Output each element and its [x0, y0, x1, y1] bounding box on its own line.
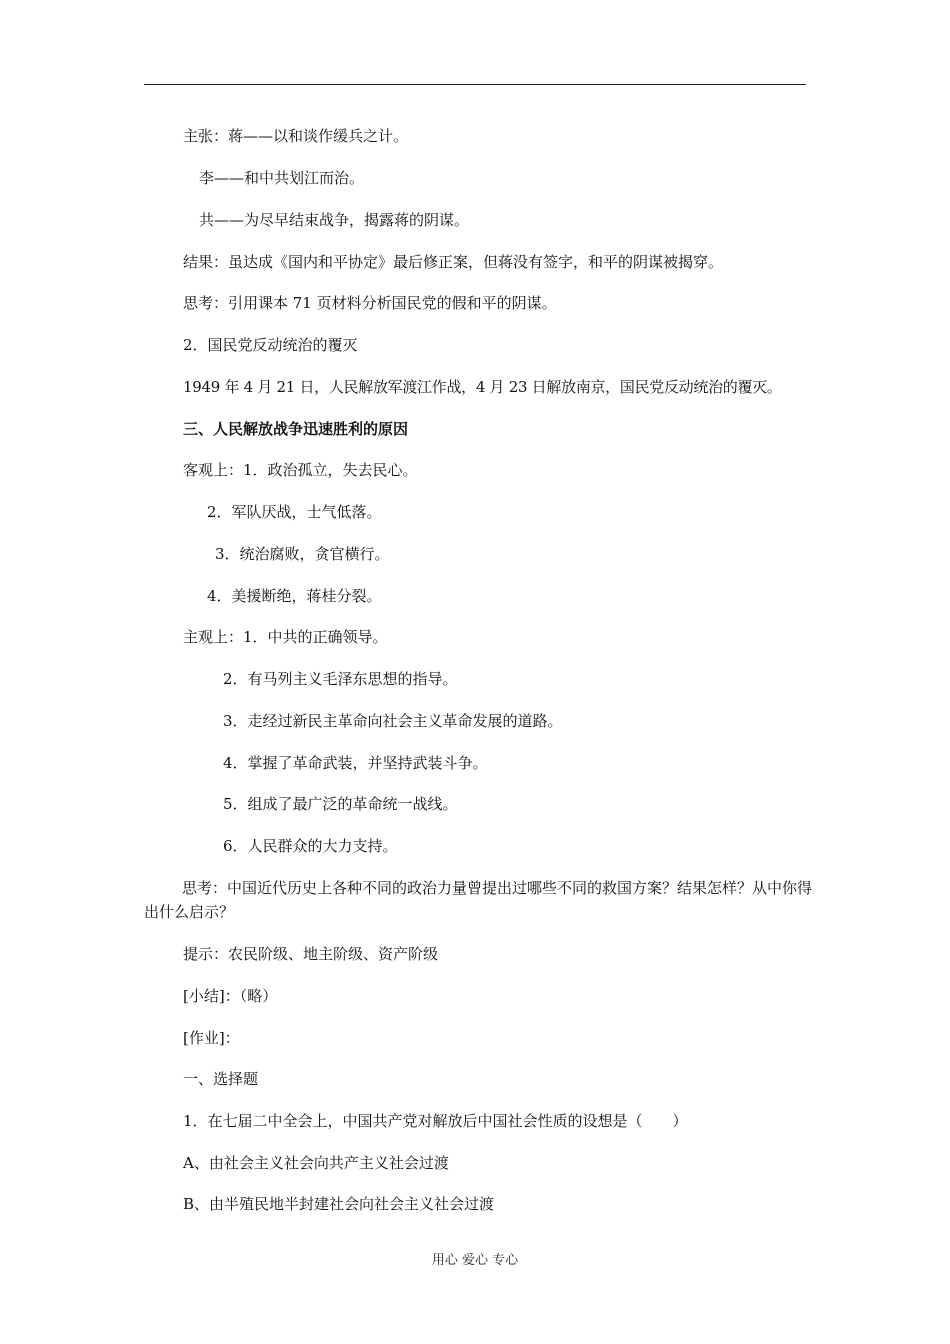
text-line: 1949 年 4 月 21 日，人民解放军渡江作战，4 月 23 日解放南京，国民党反动统治的覆灭。	[183, 378, 782, 396]
think-paragraph: 思考：中国近代历史上各种不同的政治力量曾提出过哪些不同的救国方案？结果怎样？从中你得出什么启示？	[144, 879, 813, 921]
text-line: 李——和中共划江而治。	[199, 169, 365, 187]
list-item: 2．有马列主义毛泽东思想的指导。	[223, 670, 458, 688]
list-item: 3．统治腐败，贪官横行。	[215, 545, 390, 563]
question: 1．在七届二中全会上，中国共产党对解放后中国社会性质的设想是（ ）	[183, 1112, 688, 1130]
list-item: 客观上：1．政治孤立，失去民心。	[183, 461, 418, 479]
list-item: 3．走经过新民主革命向社会主义革命发展的道路。	[223, 712, 563, 730]
list-item: 6．人民群众的大力支持。	[223, 837, 398, 855]
think-line: 思考：引用课本 71 页材料分析国民党的假和平的阴谋。	[183, 294, 557, 312]
header-rule	[144, 84, 806, 85]
subheading: 2．国民党反动统治的覆灭	[183, 336, 358, 354]
list-item: 主观上：1．中共的正确领导。	[183, 628, 388, 646]
section-heading: 三、人民解放战争迅速胜利的原因	[183, 420, 409, 438]
text-line: 结果：虽达成《国内和平协定》最后修正案，但蒋没有签字，和平的阴谋被揭穿。	[183, 253, 724, 271]
option-a: A、由社会主义社会向共产主义社会过渡	[183, 1154, 449, 1172]
text-line: 共——为尽早结束战争，揭露蒋的阴谋。	[199, 211, 470, 229]
exercise-heading: 一、选择题	[183, 1070, 259, 1088]
homework-label: [作业]：	[183, 1029, 240, 1047]
list-item: 4．掌握了革命武装，并坚持武装斗争。	[223, 754, 488, 772]
text-line: 提示：农民阶级、地主阶级、资产阶级	[183, 945, 439, 963]
text-line: 主张：蒋——以和谈作缓兵之计。	[183, 127, 409, 145]
page-footer: 用心 爱心 专心	[431, 1253, 519, 1268]
list-item: 2．军队厌战，士气低落。	[207, 503, 382, 521]
list-item: 5．组成了最广泛的革命统一战线。	[223, 795, 458, 813]
option-b: B、由半殖民地半封建社会向社会主义社会过渡	[183, 1195, 495, 1213]
list-item: 4．美援断绝，蒋桂分裂。	[207, 587, 382, 605]
summary-label: [小结]：（略）	[183, 987, 278, 1005]
